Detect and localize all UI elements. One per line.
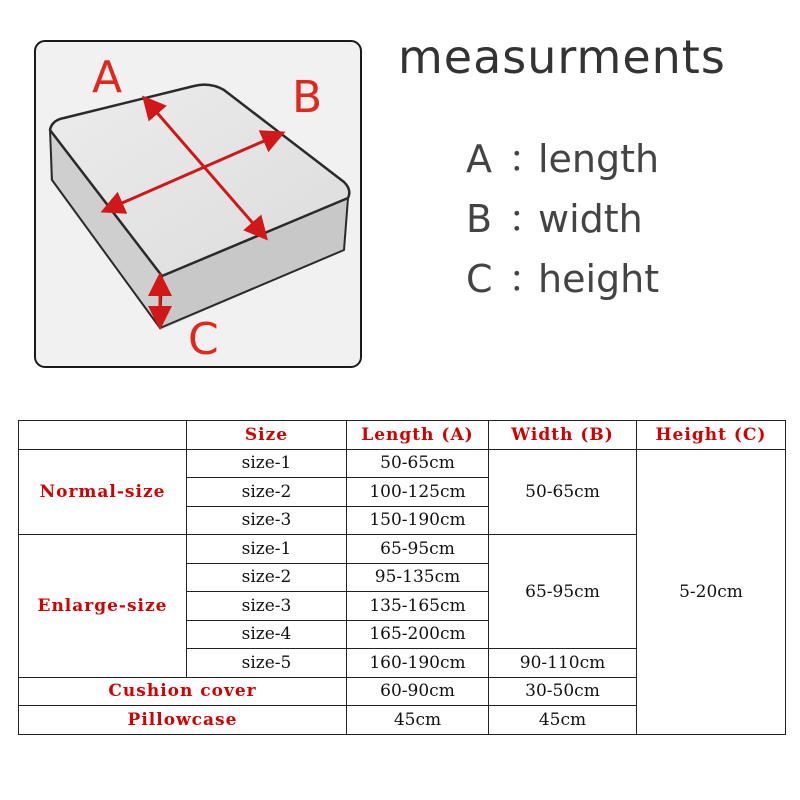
normal-size-group-label: Normal-size: [19, 449, 187, 535]
header-length: Length (A): [347, 421, 489, 450]
size-cell: size-2: [187, 563, 347, 592]
label-c: C: [188, 314, 219, 365]
table-row: [19, 449, 786, 478]
length-cell: 160-190cm: [347, 649, 489, 678]
legend-row-length: [466, 128, 659, 183]
header-height: Height (C): [637, 421, 786, 450]
length-cell: 45cm: [347, 706, 489, 735]
size-table: [18, 420, 786, 735]
cushion-cover-label: Cushion cover: [19, 677, 347, 706]
pillowcase-label: Pillowcase: [19, 706, 347, 735]
enlarge-size-group-label: Enlarge-size: [19, 535, 187, 678]
legend-separator: ：: [508, 137, 547, 181]
enlarge-width-cell: 65-95cm: [489, 535, 637, 649]
length-cell: 100-125cm: [347, 478, 489, 507]
length-cell: 135-165cm: [347, 592, 489, 621]
width-cell: 30-50cm: [489, 677, 637, 706]
cushion-diagram: [34, 40, 362, 368]
header-size: Size: [187, 421, 347, 450]
size-cell: size-3: [187, 506, 347, 535]
legend-key: C: [466, 257, 493, 301]
size-cell: size-1: [187, 535, 347, 564]
cushion-diagram-svg: [34, 40, 362, 368]
length-cell: 65-95cm: [347, 535, 489, 564]
legend-key: B: [466, 197, 493, 241]
header-blank: [19, 421, 187, 450]
length-cell: 165-200cm: [347, 620, 489, 649]
width-cell: 90-110cm: [489, 649, 637, 678]
length-cell: 60-90cm: [347, 677, 489, 706]
legend-separator: ：: [508, 257, 547, 301]
size-cell: size-5: [187, 649, 347, 678]
legend-row-height: [466, 248, 659, 303]
legend-key: A: [466, 137, 492, 181]
legend-separator: ：: [508, 197, 547, 241]
size-cell: size-3: [187, 592, 347, 621]
length-cell: 150-190cm: [347, 506, 489, 535]
legend-row-width: [466, 188, 643, 243]
size-cell: size-2: [187, 478, 347, 507]
length-cell: 95-135cm: [347, 563, 489, 592]
label-b: B: [292, 72, 323, 123]
legend-text: height: [538, 257, 660, 301]
normal-width-cell: 50-65cm: [489, 449, 637, 535]
label-a: A: [92, 52, 123, 103]
legend-text: width: [538, 197, 643, 241]
size-cell: size-1: [187, 449, 347, 478]
size-cell: size-4: [187, 620, 347, 649]
length-cell: 50-65cm: [347, 449, 489, 478]
height-cell: 5-20cm: [637, 449, 786, 734]
legend-title: measurments: [398, 30, 726, 84]
table-header-row: [19, 421, 786, 450]
legend-text: length: [538, 137, 660, 181]
width-cell: 45cm: [489, 706, 637, 735]
header-width: Width (B): [489, 421, 637, 450]
